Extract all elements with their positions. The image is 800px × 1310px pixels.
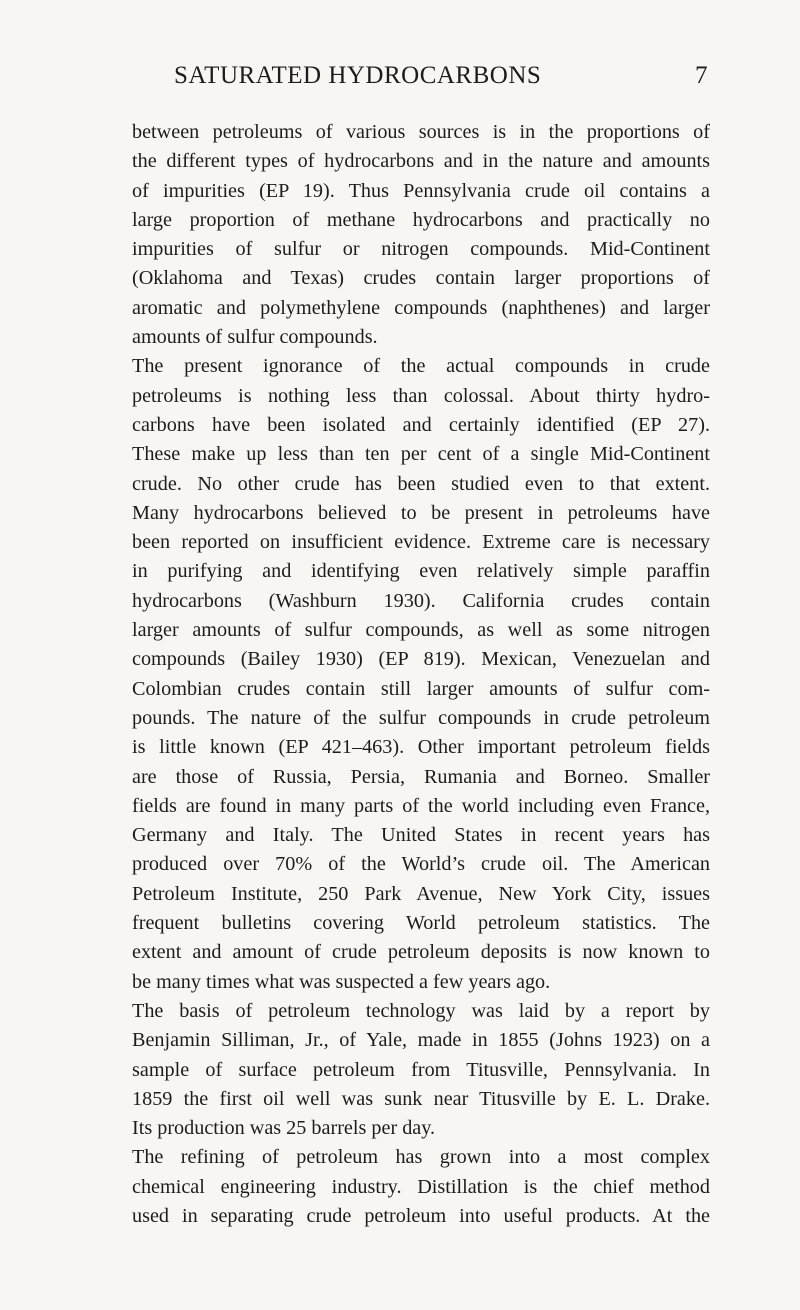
text-line: Benjamin Silliman, Jr., of Yale, made in 1855 (Johns 1923) on a <box>132 1029 710 1052</box>
text-line: is little known (EP 421–463). Other important petroleum fields <box>132 736 710 759</box>
text-line: used in separating crude petroleum into useful products. At the <box>132 1204 710 1227</box>
text-line: are those of Russia, Persia, Rumania and Borneo. Smaller <box>132 765 710 788</box>
text-line: frequent bulletins covering World petroleum statistics. The <box>132 912 710 935</box>
text-line: compounds (Bailey 1930) (EP 819). Mexican, Venezuelan and <box>132 648 710 671</box>
text-line: be many times what was suspected a few years ago. <box>132 970 551 993</box>
running-header <box>132 62 708 96</box>
body-text <box>132 118 710 1231</box>
text-line: The basis of petroleum technology was laid by a report by <box>132 999 710 1022</box>
text-line: The present ignorance of the actual compounds in crude <box>132 355 710 378</box>
text-line: Germany and Italy. The United States in recent years has <box>132 824 710 847</box>
text-line: Petroleum Institute, 250 Park Avenue, New York City, issues <box>132 882 710 905</box>
text-line: fields are found in many parts of the world including even France, <box>132 794 710 817</box>
text-line: The refining of petroleum has grown into a most complex <box>132 1146 710 1169</box>
text-line: larger amounts of sulfur compounds, as well as some nitrogen <box>132 619 710 642</box>
text-line: hydrocarbons (Washburn 1930). California crudes contain <box>132 589 710 612</box>
text-line: petroleums is nothing less than colossal. About thirty hydro- <box>132 384 710 407</box>
text-line: the different types of hydrocarbons and in the nature and amounts <box>132 150 710 173</box>
text-line: These make up less than ten per cent of a single Mid-Continent <box>132 443 710 466</box>
text-line: Its production was 25 barrels per day. <box>132 1117 436 1140</box>
text-line: 1859 the first oil well was sunk near Titusville by E. L. Drake. <box>132 1087 710 1110</box>
text-line: large proportion of methane hydrocarbons and practically no <box>132 208 710 231</box>
text-line: aromatic and polymethylene compounds (naphthenes) and larger <box>132 296 710 319</box>
running-title: SATURATED HYDROCARBONS <box>174 62 542 89</box>
text-line: Colombian crudes contain still larger amounts of sulfur com- <box>132 677 710 700</box>
text-line: between petroleums of various sources is in the proportions of <box>132 121 710 143</box>
text-line: impurities of sulfur or nitrogen compounds. Mid-Continent <box>132 238 710 261</box>
text-line: (Oklahoma and Texas) crudes contain larger proportions of <box>132 267 710 290</box>
text-line: produced over 70% of the World’s crude oil. The American <box>132 853 710 876</box>
text-line: of impurities (EP 19). Thus Pennsylvania crude oil contains a <box>132 179 710 202</box>
page-number: 7 <box>695 62 708 89</box>
text-line: Many hydrocarbons believed to be present in petroleums have <box>132 501 710 524</box>
text-line: pounds. The nature of the sulfur compounds in crude petroleum <box>132 706 710 729</box>
text-line: carbons have been isolated and certainly identified (EP 27). <box>132 413 710 436</box>
text-line: sample of surface petroleum from Titusville, Pennsylvania. In <box>132 1058 710 1081</box>
text-line: extent and amount of crude petroleum deposits is now known to <box>132 941 710 964</box>
text-line: amounts of sulfur compounds. <box>132 326 378 349</box>
text-line: in purifying and identifying even relatively simple paraffin <box>132 560 710 583</box>
text-line: chemical engineering industry. Distillation is the chief method <box>132 1175 710 1198</box>
text-line: been reported on insufficient evidence. Extreme care is necessary <box>132 531 710 554</box>
text-line: crude. No other crude has been studied even to that extent. <box>132 472 710 495</box>
